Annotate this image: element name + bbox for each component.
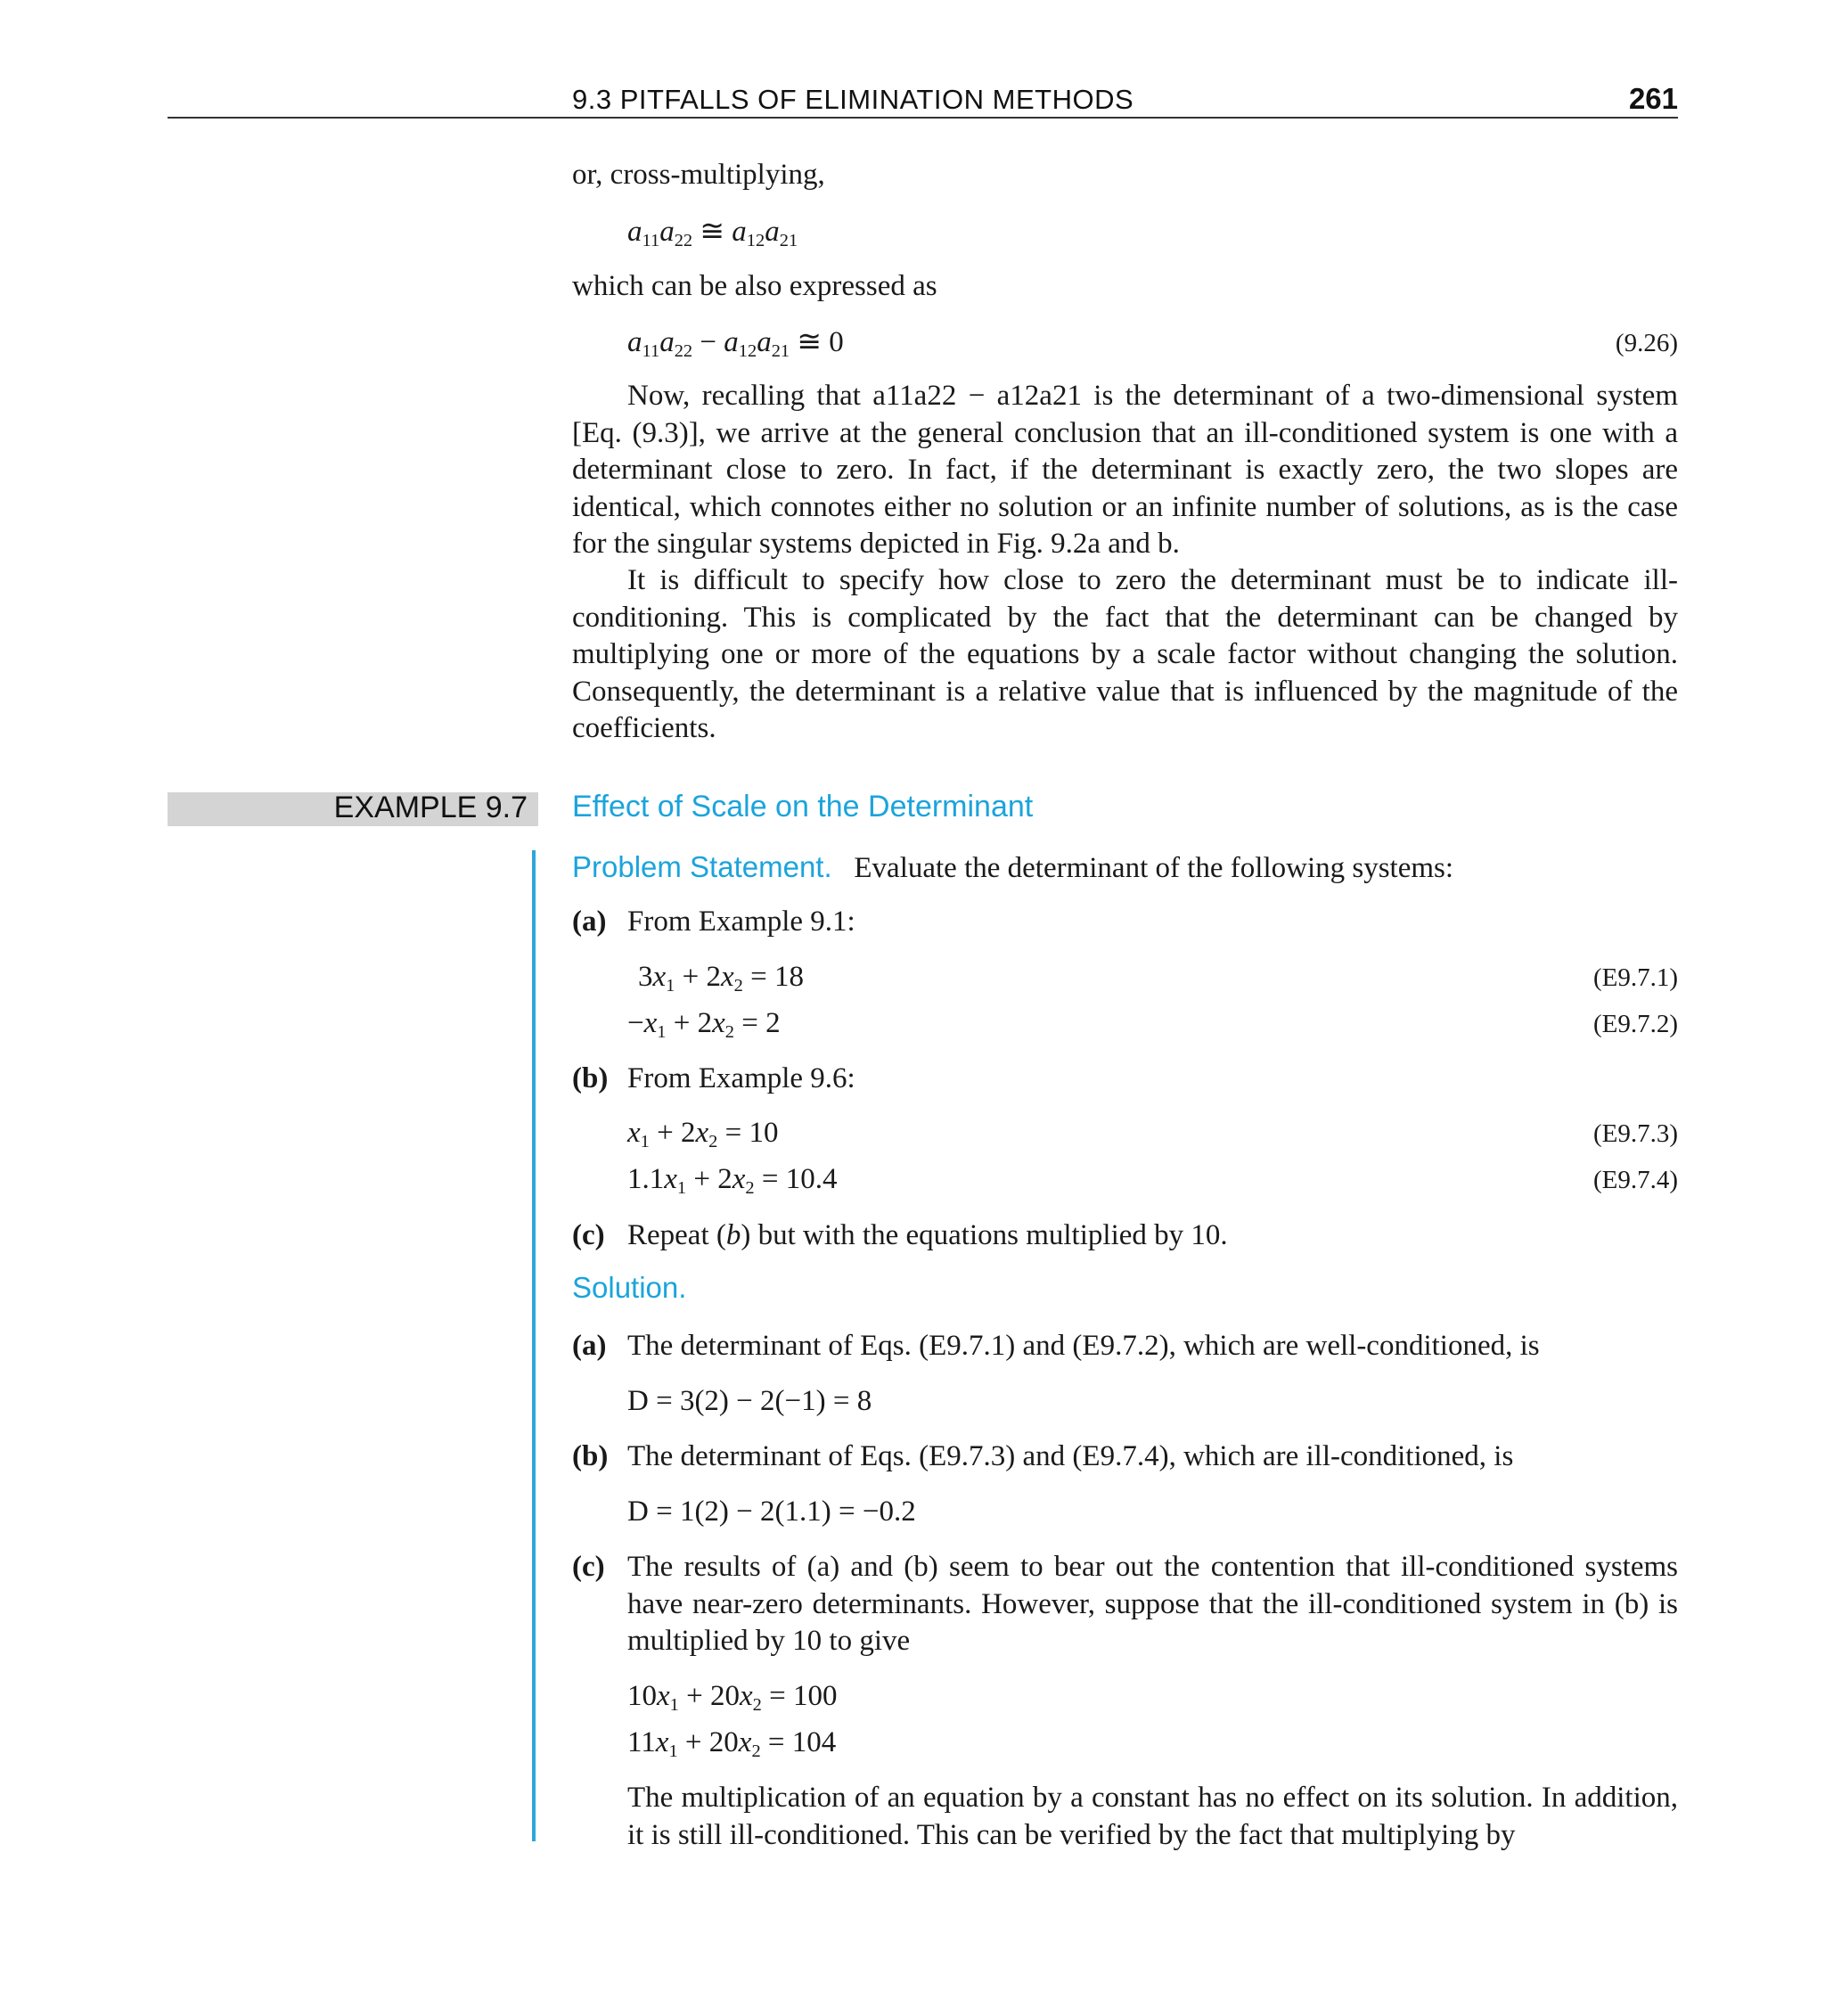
solution-label-b: (b) bbox=[572, 1440, 609, 1472]
item-text-b: From Example 9.6: bbox=[627, 1062, 855, 1094]
also-expressed-text: which can be also expressed as bbox=[572, 270, 937, 302]
problem-statement-label: Problem Statement. bbox=[572, 850, 832, 883]
equation-number-9-26: (9.26) bbox=[1615, 329, 1678, 357]
item-text-a: From Example 9.1: bbox=[627, 906, 855, 938]
equation-approx: $a_{11}a_{22}$ ≅ $a_{12}a_{21}$ bbox=[627, 216, 798, 251]
item-label-b: (b) bbox=[572, 1062, 609, 1094]
solution-label: Solution. bbox=[572, 1271, 687, 1304]
solution-label-a: (a) bbox=[572, 1330, 607, 1362]
problem-item-c bbox=[572, 1217, 1678, 1255]
equation-e9-7-3: $x_1 + 2x_2 = 10$ bbox=[627, 1117, 779, 1152]
paragraph-scale: It is difficult to specify how close to zero the determinant must be to indicate ill-conditioning. This is complicated by the fact that the determinant can be changed by multiplying one or more of the equations by a scale factor without changing the solution. Consequently, the determinant is a relative value that is influenced by the magnitude of the coefficients. bbox=[572, 564, 1678, 744]
problem-item-b bbox=[572, 1061, 1678, 1098]
equation-number-e9-7-4: (E9.7.4) bbox=[1592, 1166, 1678, 1194]
scaled-equation-1: $10x_1 + 20x_2 = 100$ bbox=[627, 1680, 838, 1716]
problem-item-a bbox=[572, 904, 1678, 941]
item-text-c bbox=[627, 1217, 1678, 1255]
equation-e9-7-2: $-x_1 + 2x_2 = 2$ bbox=[627, 1007, 781, 1043]
equation-e9-7-4: $1.1x_1 + 2x_2 = 10.4$ bbox=[627, 1163, 838, 1199]
page-number: 261 bbox=[1628, 82, 1678, 115]
problem-statement bbox=[572, 848, 1678, 888]
solution-text-b: The determinant of Eqs. (E9.7.3) and (E9.7.4), which are ill-conditioned, is bbox=[627, 1440, 1514, 1472]
equation-number-e9-7-2: (E9.7.2) bbox=[1592, 1010, 1678, 1038]
solution-text-c: The results of (a) and (b) seem to bear out the contention that ill-conditioned systems have near-zero determinants. However, suppose that the ill-conditioned system in (b) is multiplied by 10 to give bbox=[627, 1551, 1678, 1657]
cross-multiplying-text: or, cross-multiplying, bbox=[572, 159, 825, 191]
solution-item-a bbox=[572, 1328, 1678, 1365]
solution-item-b bbox=[572, 1438, 1678, 1476]
item-label-a: (a) bbox=[572, 906, 607, 938]
equation-e9-7-1: $3x_1 + 2x_2 = 18$ bbox=[638, 961, 804, 996]
problem-statement-text: Evaluate the determinant of the following systems: bbox=[854, 852, 1454, 884]
item-text-c-part2: ) but with the equations multiplied by 10. bbox=[741, 1219, 1228, 1251]
solution-equation-b: D = 1(2) − 2(1.1) = −0.2 bbox=[627, 1496, 916, 1528]
paragraph-determinant: Now, recalling that a11a22 − a12a21 is the determinant of a two-dimensional system [Eq. (9.3)], we arrive at the general conclusion that an ill-conditioned system is one with a determinant close to zero. In fact, if the determinant is exactly zero, the two slopes are identical, which connotes either no solution or an infinite number of solutions, as is the case for the singular systems depicted in Fig. 9.2a and b. bbox=[572, 380, 1678, 560]
item-label-c: (c) bbox=[572, 1219, 605, 1251]
example-title: Effect of Scale on the Determinant bbox=[572, 790, 1034, 824]
solution-label-c: (c) bbox=[572, 1551, 605, 1583]
solution-item-c bbox=[572, 1549, 1678, 1660]
running-header-title: 9.3 PITFALLS OF ELIMINATION METHODS bbox=[572, 84, 1134, 115]
header-rule bbox=[168, 117, 1678, 119]
scaled-equation-2: $11x_1 + 20x_2 = 104$ bbox=[627, 1726, 837, 1762]
equation-number-e9-7-1: (E9.7.1) bbox=[1592, 963, 1678, 992]
example-side-bar bbox=[532, 850, 536, 1841]
solution-text-a: The determinant of Eqs. (E9.7.1) and (E9.7.2), which are well-conditioned, is bbox=[627, 1330, 1540, 1362]
item-text-c-ref: b bbox=[725, 1219, 741, 1251]
item-text-c-part1: Repeat ( bbox=[627, 1219, 726, 1251]
example-label: EXAMPLE 9.7 bbox=[333, 791, 528, 824]
equation-9-26: $a_{11}a_{22} - a_{12}a_{21}$ ≅ 0 bbox=[627, 326, 844, 362]
equation-number-e9-7-3: (E9.7.3) bbox=[1592, 1119, 1678, 1148]
solution-equation-a: D = 3(2) − 2(−1) = 8 bbox=[627, 1385, 872, 1417]
final-paragraph: The multiplication of an equation by a constant has no effect on its solution. In addition, it is still ill-conditioned. This can be verified by the fact that multiplying by bbox=[627, 1782, 1678, 1851]
